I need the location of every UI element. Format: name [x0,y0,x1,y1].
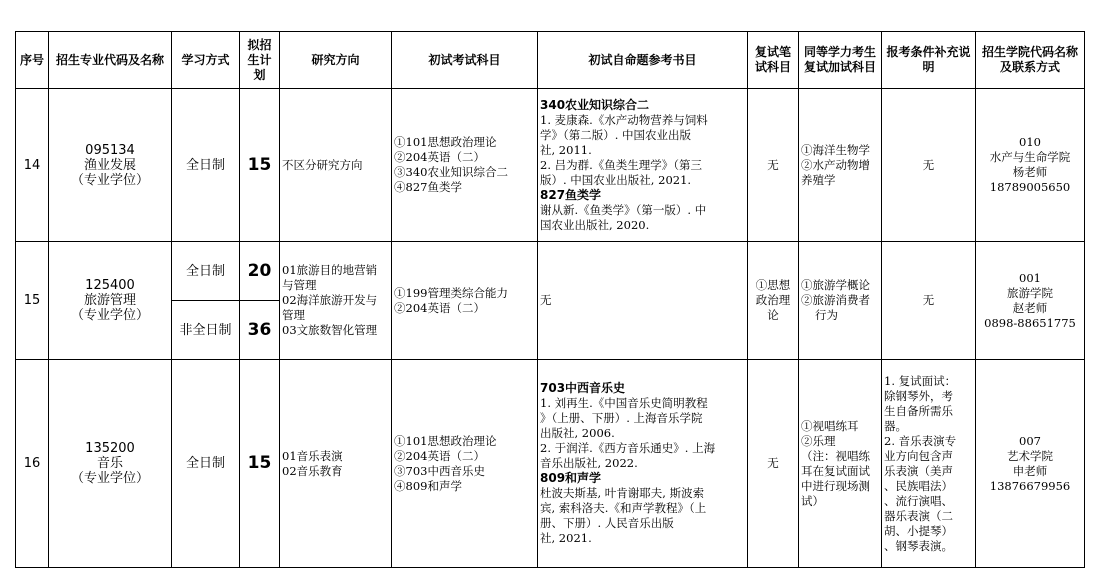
major-cell [49,89,172,242]
row-number: 15 [16,242,49,360]
book-line: 宾, 索科洛夫.《和声学教程》（上 [540,501,707,515]
subjects-cell [392,89,538,242]
retest-subject [748,242,799,360]
book-line: 社, 2011. [540,142,592,157]
extra-subjects-cell [799,360,882,568]
extra-line: ②水产动物增 [801,157,870,172]
header-no: 序号 [16,32,49,89]
direction-line: 不区分研究方向 [282,157,363,172]
plan-count: 36 [240,301,280,360]
condition-line: 无 [922,157,935,172]
subjects-cell [392,360,538,568]
conditions-cell [882,242,976,360]
retest-subject: 无 [748,89,799,242]
header-retest: 复试笔试科目 [748,32,799,89]
major-cell [49,242,172,360]
direction-line: 02海洋旅游开发与 [282,293,378,307]
college-name: 旅游学院 [1007,285,1053,300]
direction-cell [280,242,392,360]
extra-line: （注：视唱练 [801,448,870,463]
major-type: （专业学位） [70,471,149,486]
subject-line: ③340农业知识综合二 [394,165,508,179]
admissions-table [15,31,1085,568]
extra-subjects-cell [799,89,882,242]
contact-name: 赵老师 [1012,300,1048,315]
conditions-cell [882,360,976,568]
condition-line: 无 [922,293,935,307]
header-major: 招生专业代码及名称 [49,32,172,89]
plan-count: 15 [240,89,280,242]
header-books: 初试自命题参考书目 [538,32,748,89]
extra-line: ②乐理 [801,433,836,448]
subject-line: ①101思想政治理论 [394,433,497,448]
condition-line: 业方向包含声 [884,448,953,463]
college-code: 007 [1019,433,1041,448]
major-name: 渔业发展 [83,157,136,173]
college-cell [976,89,1085,242]
extra-line: ①视唱练耳 [801,418,859,433]
condition-line: 器乐表演（二 [884,508,953,523]
books-cell [538,89,748,242]
book-line: 音乐出版社, 2022. [540,456,638,470]
condition-line: 胡、小提琴） [884,523,953,538]
college-code: 010 [1019,135,1041,149]
college-cell [976,242,1085,360]
row-number: 14 [16,89,49,242]
college-name: 水产与生命学院 [989,150,1071,164]
subject-line: ①101思想政治理论 [394,135,497,149]
book-line: 》（上册、下册）. 上海音乐学院 [540,411,703,425]
condition-line: 除钢琴外，考 [884,388,953,403]
study-mode: 非全日制 [172,301,240,360]
header-direction: 研究方向 [280,32,392,89]
table-row [16,242,1085,301]
direction-line: 03文旅数智化管理 [282,323,378,337]
extra-line: 中进行现场测 [801,478,870,493]
study-mode: 全日制 [172,360,240,568]
header-subjects: 初试考试科目 [392,32,538,89]
direction-cell [280,89,392,242]
header-row [16,32,1085,89]
book-line: 谢从新.《鱼类学》（第一版）. 中 [540,202,707,217]
row-number: 16 [16,360,49,568]
header-conditions: 报考条件补充说明 [882,32,976,89]
direction-line: 01音乐表演 [282,448,343,463]
book-heading: 809和声学 [540,471,602,485]
book-line: 社, 2021. [540,531,592,545]
direction-line: 与管理 [282,278,317,292]
condition-line: 器。 [884,418,907,433]
major-name: 旅游管理 [83,293,136,308]
contact-name: 申老师 [1012,463,1048,478]
book-line: 1. 刘再生.《中国音乐史简明教程 [540,396,708,410]
subjects-cell [392,242,538,360]
major-type: （专业学位） [70,172,149,188]
subject-line: ④809和声学 [394,478,462,493]
subject-line: ④827鱼类学 [394,180,462,194]
condition-line: 2. 音乐表演专 [884,433,957,448]
college-name: 艺术学院 [1007,448,1053,463]
book-line: 杜波夫斯基, 叶肯谢耶夫, 斯波索 [540,486,705,500]
major-cell [49,360,172,568]
college-code: 001 [1019,270,1041,285]
header-extra: 同等学力考生复试加试科目 [799,32,882,89]
book-line: 2. 吕为群.《鱼类生理学》（第三 [540,157,703,172]
contact-phone: 0898-88651775 [984,315,1076,330]
retest-line: 政治理 [755,293,791,307]
contact-phone: 13876679956 [989,478,1071,493]
retest-subject: 无 [748,360,799,568]
books-cell [538,360,748,568]
books-cell: 无 [538,242,748,360]
extra-line: 养殖学 [801,172,836,187]
contact-phone: 18789005650 [989,180,1071,194]
condition-line: 生自备所需乐 [884,403,953,418]
book-line: 册、下册）. 人民音乐出版 [540,516,674,530]
condition-line: 、民族唱法） [884,478,953,493]
condition-line: 乐表演（美声 [884,463,953,478]
book-heading: 827鱼类学 [540,187,602,202]
extra-line: 行为 [815,308,838,322]
header-mode: 学习方式 [172,32,240,89]
book-heading: 703中西音乐史 [540,381,626,395]
conditions-cell [882,89,976,242]
table-row [16,360,1085,568]
extra-line: 耳在复试面试 [801,463,870,478]
direction-line: 01旅游目的地营销 [282,263,378,277]
retest-line: ①思想 [755,278,791,292]
plan-count: 15 [240,360,280,568]
direction-line: 管理 [282,308,305,322]
condition-line: 1. 复试面试： [884,373,957,388]
condition-line: 、钢琴表演。 [884,538,953,553]
book-line: 国农业出版社, 2020. [540,217,650,232]
book-line: 2. 于润洋.《西方音乐通史》. 上海 [540,441,716,455]
subject-line: ③703中西音乐史 [394,463,485,478]
header-plan: 拟招生计划 [240,32,280,89]
subject-line: ②204英语（二） [394,448,485,463]
book-line: 出版社, 2006. [540,426,615,440]
study-mode: 全日制 [172,89,240,242]
contact-name: 杨老师 [1012,165,1048,179]
retest-line: 论 [767,308,779,322]
direction-cell [280,360,392,568]
study-mode: 全日制 [172,242,240,301]
condition-line: 、流行演唱、 [884,493,953,508]
table-row [16,89,1085,242]
extra-line: ②旅游消费者 [801,293,870,307]
major-code: 125400 [85,278,135,293]
direction-line: 02音乐教育 [282,463,343,478]
major-name: 音乐 [96,456,123,471]
subject-line: ②204英语（二） [394,300,485,315]
subject-line: ①199管理类综合能力 [394,285,508,300]
extra-subjects-cell [799,242,882,360]
major-code: 095134 [85,142,135,158]
plan-count: 20 [240,242,280,301]
extra-line: 试） [801,493,824,508]
college-cell [976,360,1085,568]
book-line: 学》（第二版）. 中国农业出版 [540,127,692,142]
book-line: 版）. 中国农业出版社, 2021. [540,172,692,187]
major-code: 135200 [85,441,135,456]
subject-line: ②204英语（二） [394,150,485,164]
book-heading: 340农业知识综合二 [540,97,650,112]
major-type: （专业学位） [70,308,149,323]
header-college: 招生学院代码名称及联系方式 [976,32,1085,89]
extra-line: ①海洋生物学 [801,142,870,157]
book-line: 1. 麦康森.《水产动物营养与饲料 [540,112,708,127]
extra-line: ①旅游学概论 [801,278,870,292]
